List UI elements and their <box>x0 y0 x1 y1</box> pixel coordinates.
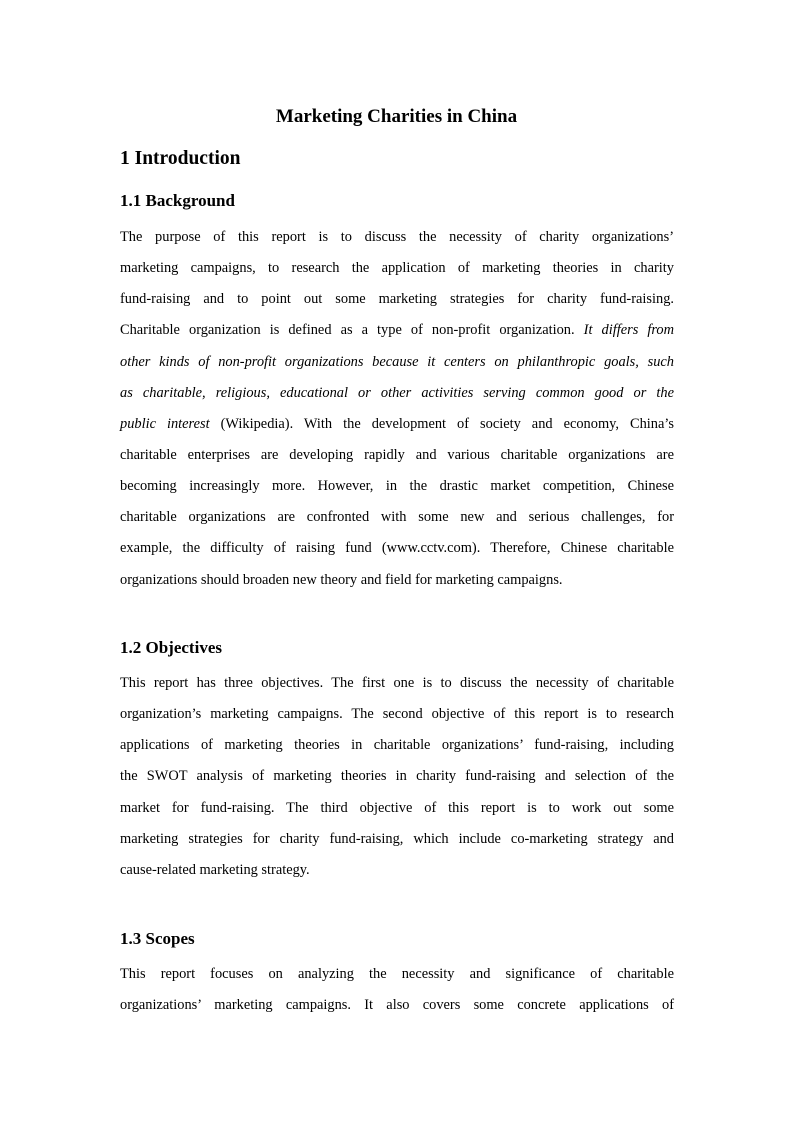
paragraph-line: charitable enterprises are developing rapidly and various charitable organizations are <box>120 446 674 463</box>
paragraph-line: This report has three objectives. The first one is to discuss the necessity of charitable <box>120 675 674 691</box>
paragraph-line: the SWOT analysis of marketing theories in charity fund-raising and selection of the <box>120 768 674 785</box>
paragraph-line: cause-related marketing strategy. <box>120 861 310 878</box>
paragraph-line: organization’s marketing campaigns. The second objective of this report is to research <box>120 706 674 723</box>
paragraph-line: This report focuses on analyzing the necessity and significance of charitable <box>120 966 674 982</box>
quoted-definition-line: as charitable, religious, educational or other activities serving common good or the <box>120 384 674 401</box>
subsection-heading-background: 1.1 Background <box>120 191 235 210</box>
paragraph-line: marketing strategies for charity fund-raising, which include co-marketing strategy and <box>120 830 674 847</box>
section-heading-introduction: 1 Introduction <box>120 148 241 169</box>
plain-text: Charitable organization is defined as a type of non-profit organization. <box>120 322 575 339</box>
paragraph-line: example, the difficulty of raising fund (www.cctv.com). Therefore, Chinese charitable <box>120 540 674 557</box>
paragraph-line: fund-raising and to point out some marketing strategies for charity fund-raising. <box>120 291 674 308</box>
paragraph-line <box>120 409 674 440</box>
subsection-heading-objectives: 1.2 Objectives <box>120 638 222 657</box>
quoted-definition-line: other kinds of non-profit organizations because it centers on philanthropic goals, such <box>120 353 674 370</box>
objectives-paragraph <box>120 668 674 886</box>
subsection-heading-scopes: 1.3 Scopes <box>120 929 195 948</box>
paragraph-line: The purpose of this report is to discuss the necessity of charity organizations’ <box>120 229 674 245</box>
scopes-paragraph <box>120 959 674 1021</box>
paragraph-line: applications of marketing theories in charitable organizations’ fund-raising, including <box>120 737 674 754</box>
paragraph-line: charitable organizations are confronted with some new and serious challenges, for <box>120 509 674 526</box>
paragraph-line <box>120 315 674 346</box>
quoted-definition: It differs from <box>583 322 675 339</box>
document-title: Marketing Charities in China <box>275 106 518 127</box>
paragraph-line: organizations should broaden new theory and field for marketing campaigns. <box>120 571 563 588</box>
background-paragraph <box>120 222 674 596</box>
plain-text: (Wikipedia). With the development of society and economy, China’s <box>220 415 674 432</box>
paragraph-line: organizations’ marketing campaigns. It also covers some concrete applications of <box>120 997 674 1014</box>
paragraph-line: market for fund-raising. The third objective of this report is to work out some <box>120 799 674 816</box>
paragraph-line: becoming increasingly more. However, in the drastic market competition, Chinese <box>120 478 674 495</box>
paragraph-line: marketing campaigns, to research the application of marketing theories in charity <box>120 260 674 277</box>
quoted-definition: public interest <box>120 415 210 432</box>
